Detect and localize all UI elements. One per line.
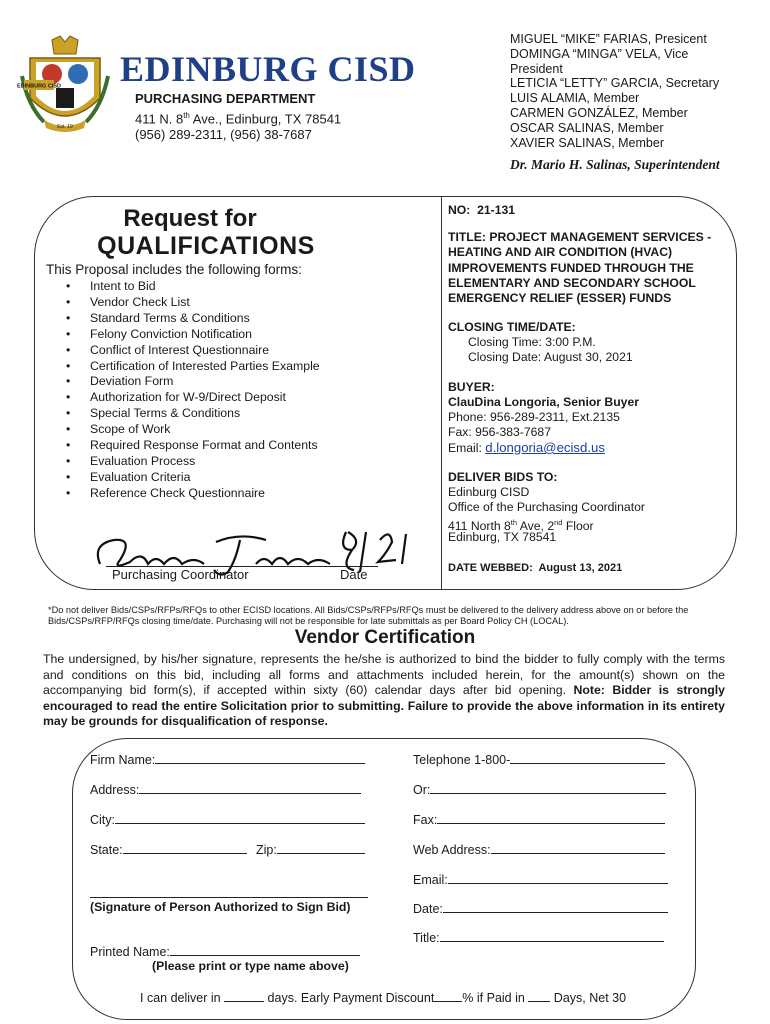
list-item: • Conflict of Interest Questionnaire <box>66 343 320 359</box>
superintendent: Dr. Mario H. Salinas, Superintendent <box>510 157 720 172</box>
delivery-terms-field[interactable]: I can deliver in days. Early Payment Discount % if Paid in Days, Net 30 <box>140 991 627 1005</box>
bid-title: TITLE: PROJECT MANAGEMENT SERVICES - HEATING AND AIR CONDITION (HVAC) IMPROVEMENTS FUNDED THROUGH THE ELEMENTARY AND SECONDARY SCHOOL EMERGENCY RELIEF (ESSER) FUNDS <box>448 230 712 306</box>
vendor-certification-text: The undersigned, by his/her signature, represents the he/she is authorized to bind the bidder to fully comply with the terms and conditions on this bid, including all forms and attachments included herein, for the amount(s) shown on the accompanying bid form(s), if accepted within sixty (60) calendar days after bid opening. Note: Bidder is strongly encouraged to read the entire Solicitation prior to submitting. Failure to provide the above information in its entirety may be grounds for disqualification of response. <box>43 652 725 729</box>
svg-text:Est. 19: Est. 19 <box>57 124 73 130</box>
buyer-email-link[interactable]: d.longoria@ecisd.us <box>485 440 605 455</box>
buyer-fax: Fax: 956-383-7687 <box>448 425 551 439</box>
list-item: • Certification of Interested Parties Example <box>66 359 320 375</box>
forms-list <box>66 279 320 502</box>
bidder-signature-caption: (Signature of Person Authorized to Sign Bid) <box>90 900 351 914</box>
date-caption: Date <box>340 567 368 582</box>
list-item: • Evaluation Criteria <box>66 470 320 486</box>
deliver-line: Office of the Purchasing Coordinator <box>448 500 645 514</box>
address-field[interactable]: Address: <box>90 782 361 797</box>
board-members: MIGUEL “MIKE” FARIAS, Presicent DOMINGA “MINGA” VELA, Vice President LETICIA “LETTY” GARCIA, Secretary LUIS ALAMIA, Member CARMEN GONZÁLEZ, Member OSCAR SALINAS, Member XAVIER SALINAS, Member <box>510 32 720 150</box>
date-webbed: DATE WEBBED: August 13, 2021 <box>448 562 623 574</box>
printed-name-caption: (Please print or type name above) <box>152 959 349 973</box>
list-item: • Authorization for W-9/Direct Deposit <box>66 390 320 406</box>
buyer-label: BUYER: <box>448 380 495 394</box>
delivery-note: *Do not deliver Bids/CSPs/RFPs/RFQs to other ECISD locations. All Bids/CSPs/RFPs/RFQs must be delivered to the delivery address above on or before the Bids/CSPs/RFP/RFQs closing time/date. Purchasing will not be responsible for late submittals as per Board Policy CH (LOCAL). <box>48 605 689 626</box>
zip-field[interactable]: Zip: <box>256 842 365 857</box>
rfq-title-line1: Request for <box>123 205 257 232</box>
vendor-certification-title: Vendor Certification <box>294 627 476 648</box>
list-item: • Intent to Bid <box>66 279 320 295</box>
department-address: 411 N. 8th Ave., Edinburg, TX 78541 (956) 289-2311, (956) 38-7687 <box>135 111 342 143</box>
department-phones: (956) 289-2311, (956) 38-7687 <box>135 127 312 143</box>
forms-intro: This Proposal includes the following forms: <box>46 262 302 277</box>
state-field[interactable]: State: <box>90 842 247 857</box>
email-field[interactable]: Email: <box>413 872 668 887</box>
deliver-street: 411 North 8th Ave, 2nd Floor <box>448 518 594 534</box>
list-item: • Scope of Work <box>66 422 320 438</box>
list-item: • Special Terms & Conditions <box>66 406 320 422</box>
bid-number: NO: 21-131 <box>448 203 516 217</box>
title-field[interactable]: Title: <box>413 930 664 945</box>
buyer-email-row: Email: d.longoria@ecisd.us <box>448 440 605 455</box>
department-name: PURCHASING DEPARTMENT <box>135 91 316 106</box>
alt-phone-field[interactable]: Or: <box>413 782 666 797</box>
deliver-city: Edinburg, TX 78541 <box>448 530 557 544</box>
closing-label: CLOSING TIME/DATE: <box>448 320 576 334</box>
buyer-phone: Phone: 956-289-2311, Ext.2135 <box>448 410 620 424</box>
signature-caption: Purchasing Coordinator <box>112 567 249 582</box>
list-item: • Reference Check Questionnaire <box>66 486 320 502</box>
district-name: EDINBURG CISD <box>120 49 416 89</box>
list-item: • Standard Terms & Conditions <box>66 311 320 327</box>
telephone-field[interactable]: Telephone 1-800- <box>413 752 665 767</box>
list-item: • Vendor Check List <box>66 295 320 311</box>
rfq-title-line2: QUALIFICATIONS <box>97 232 315 260</box>
list-item: • Required Response Format and Contents <box>66 438 320 454</box>
list-item: • Evaluation Process <box>66 454 320 470</box>
deliver-label: DELIVER BIDS TO: <box>448 470 558 484</box>
city-field[interactable]: City: <box>90 812 365 827</box>
closing-date: Closing Date: August 30, 2021 <box>468 350 633 364</box>
web-address-field[interactable]: Web Address: <box>413 842 665 857</box>
list-item: • Deviation Form <box>66 374 320 390</box>
printed-name-field[interactable]: Printed Name: <box>90 944 360 959</box>
bidder-signature-line[interactable] <box>90 897 368 898</box>
fax-field[interactable]: Fax: <box>413 812 665 827</box>
deliver-line: Edinburg CISD <box>448 485 530 499</box>
date-field[interactable]: Date: <box>413 901 668 916</box>
list-item: • Felony Conviction Notification <box>66 327 320 343</box>
closing-time: Closing Time: 3:00 P.M. <box>468 335 596 349</box>
buyer-name: ClauDina Longoria, Senior Buyer <box>448 395 639 409</box>
firm-name-field[interactable]: Firm Name: <box>90 752 365 767</box>
district-logo <box>16 36 108 136</box>
svg-text:EDINBURG CISD: EDINBURG CISD <box>16 83 62 90</box>
